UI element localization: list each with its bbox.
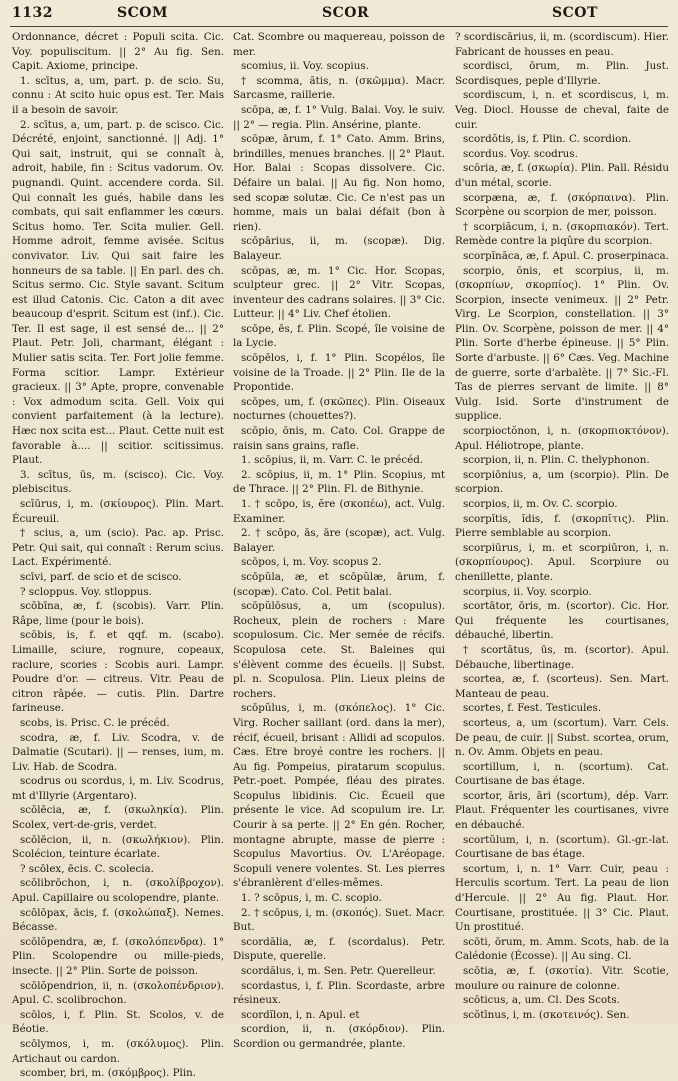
column-2 (233, 30, 445, 1050)
dictionary-entry: scordastus, i, f. Plin. Scordaste, arbre résineux. (233, 979, 445, 1007)
dictionary-entry: scortor, āris, āri (scortum), dép. Varr. Plaut. Fréquenter les courtisanes, vivre en débauché. (455, 789, 669, 832)
dictionary-entry: scōpŭlus, i, m. (σκόπελος). 1° Cic. Virg. Rocher saillant (ord. dans la mer), récif, écueil, brisant : Allidi ad scopulos. Cæs. Etre broyé contre les rochers. || Au fig. Pompeius, piratarum scopulus. Petr.-poet. Pompée, fléau des pirates. Scopulus libidinis. Cic. Écueil que présente le vice. Ad scopulum ire. Lr. Courir à sa perte. || 2° En gén. Rocher, montagne abrupte, masse de pierre : Scopulus Mavortius. Ov. L'Aréopage. Scopuli venere volentes. St. Les pierres s'ébranlèrent d'elles-mêmes. (233, 702, 445, 890)
dictionary-entry: scorpĭtis, ĭdis, f. (σκορπῖτις). Plin. Pierre semblable au scorpion. (455, 512, 669, 540)
dictionary-entry: scodrus ou scordus, i, m. Liv. Scodrus, mt d'Illyrie (Argentaro). (12, 775, 224, 802)
dictionary-entry: scōpēlos, i, f. 1° Plin. Scopélos, île voisine de la Troade. || 2° Plin. Ile de la Propontide. (233, 352, 445, 394)
dictionary-entry: scōpŭlōsus, a, um (scopulus). Rocheux, plein de rochers : Mare scopulosum. Cic. Mer semée de récifs. Scopulosa cete. St. Baleines qui s'élèvent comme des écueils. || Subst. pl. n. Scopulosa. Plin. Lieux pleins de rochers. (233, 600, 445, 700)
dictionary-entry: scodra, æ, f. Liv. Scodra, v. de Dalmatie (Scutari). || — renses, ium, m. Liv. Hab. de Scodra. (12, 731, 224, 773)
dictionary-entry: scōlōpax, ācis, f. (σκολώπαξ). Nemes. Bécasse. (12, 906, 224, 934)
dictionary-entry: scordălus, i, m. Sen. Petr. Querelleur. (241, 965, 436, 977)
dictionary-entry: scōpārius, ii, m. (scopæ). Dig. Balayeur. (233, 235, 445, 262)
dictionary-entry: 2. scītus, a, um, part. p. de scisco. Cic. Décrété, enjoint, sanctionné. || Adj. 1° Qui sait, instruit, qui se connaît à, adroit, habile, fin : Scitus vadorum. Ov. pugnandi. Quint. accendere corda. Sil. Qui connaît les gués, habile dans les combats, qui sait enflammer les cœurs. Scitus homo. Ter. Scita mulier. Gell. Homme adroit, femme avisée. Scitus convivator. Liv. Qui sait faire les honneurs de sa table. || En parl. des ch. Scitus sermo. Cic. Style savant. Scitum est illud Catonis. Cic. Caton a dit avec beaucoup d'esprit. Scitum est (inf.). Cic. Ter. Il est sage, il est sensé de... || 2° Plaut. Petr. Joli, charmant, élégant : Mulier satis scita. Ter. Fort jolie femme. Forma scitior. Lampr. Extérieur gracieux. || 3° Apte, propre, convenable : Vox admodum scita. Gell. Voix qui convient parfaitement (à la lecture). Hæc nox scita est... Plaut. Cette nuit est favorable à.... || scitior. scitissimus. Plaut. (12, 118, 224, 467)
dictionary-entry: † scortātus, ūs, m. (scortor). Apul. Débauche, libertinage. (455, 643, 669, 671)
dictionary-entry: scōbis, is, f. et qqf. m. (scabo). Limaille, sciure, rognure, copeaux, raclure, scories : Scobis auri. Lampr. Poudre d'or. — citreus. Vitr. Peau de citron râpée. — cutis. Plin. Dartre farineuse. (12, 629, 224, 715)
dictionary-entry: † scius, a, um (scio). Pac. ap. Prisc. Petr. Qui sait, qui connaît : Rerum scius. Lact. Expérimenté. (12, 527, 224, 569)
dictionary-entry: scōlēcia, æ, f. (σκωληκία). Plin. Scolex, vert-de-gris, verdet. (12, 804, 224, 832)
dictionary-entry: scorpiūrus, i, m. et scorpiūron, i, n. (σκορπίουρος). Apul. Scorpiure ou chenillette, plante. (455, 541, 669, 583)
header-center-word: SCOR (322, 5, 370, 21)
dictionary-entry: † scomma, ătis, n. (σκῶμμα). Macr. Sarcasme, raillerie. (233, 74, 445, 102)
header-right-word: SCOT (552, 5, 598, 21)
dictionary-entry: scortātor, ōris, m. (scortor). Cic. Hor. Qui fréquente les courtisanes, débauché, libertin. (455, 600, 669, 642)
dictionary-entry: ? scōlex, ēcis. C. scolecia. (20, 862, 154, 875)
dictionary-entry: scordŏtis, is, f. Plin. C. scordion. (463, 133, 632, 146)
dictionary-entry: scobs, is. Prisc. C. le précéd. (20, 716, 170, 729)
dictionary-entry: Cat. Scombre ou maquereau, poisson de mer. (233, 31, 445, 58)
dictionary-entry: scortillum, i, n. (scortum). Cat. Courtisane de bas étage. (455, 760, 669, 788)
dictionary-entry: scordus. Voy. scodrus. (463, 147, 578, 160)
page-number: 1132 (12, 5, 53, 21)
running-header (12, 5, 668, 27)
dictionary-entry: scortum, i, n. 1° Varr. Cuir, peau : Herculis scortum. Tert. La peau de lion d'Hercule. || 2° Au fig. Plaut. Hor. Courtisane, prostituée. || 3° Cic. Plaut. Un prostitué. (455, 862, 669, 934)
dictionary-entry: scōpes, um, f. (σκῶπες). Plin. Oiseaux nocturnes (chouettes?). (233, 395, 445, 423)
dictionary-entry: scōpŭla, æ, et scōpŭlæ, ārum, f. (scopæ). Cato. Col. Petit balai. (233, 570, 445, 598)
dictionary-entry: scorpion, ii, n. Plin. C. thelyphonon. (463, 454, 650, 467)
dictionary-entry: ? scordiscārius, ii, m. (scordiscum). Hier. Fabricant de housses en peau. (455, 31, 669, 58)
dictionary-entry: scĭūrus, i, m. (σκίουρος). Plin. Mart. Écureuil. (12, 498, 224, 525)
dictionary-entry: scŏtīnus, i, m. (σκοτεινός). Sen. (463, 1008, 630, 1021)
dictionary-entry: ? scloppus. Voy. stloppus. (20, 585, 152, 598)
dictionary-entry: scōpio, ōnis, m. Cato. Col. Grappe de raisin sans grains, rafle. (233, 425, 445, 452)
dictionary-entry: 2. † scōpus, i, m. (σκοπός). Suet. Macr. But. (233, 906, 445, 934)
dictionary-entry: scorpio, ōnis, et scorpius, ii, m. (σκορπίων, σκορπίος). 1° Plin. Ov. Scorpion, insecte venimeux. || 2° Petr. Virg. Le Scorpion, constellation. || 3° Plin. Ov. Scorpène, poisson de mer. || 4° Plin. Sorte d'herbe épineuse. || 5° Plin. Sorte d'arbuste. || 6° Cæs. Veg. Machine de guerre, sorte d'arbalète. || 7° Sic.-Fl. Tas de pierres servant de limite. || 8° Vulg. Isid. Sorte d'instrument de supplice. (455, 264, 669, 423)
dictionary-entry: scomius, ii. Voy. scopius. (241, 60, 369, 73)
dictionary-entry: scordĭlon, i, n. Apul. et (241, 1008, 360, 1021)
dictionary-entry: scordisci, ōrum, m. Plin. Just. Scordisques, peple d'Illyrie. (455, 60, 669, 87)
dictionary-entry: scōpos, i, m. Voy. scopus 2. (241, 556, 382, 569)
dictionary-entry: scorpĭnăca, æ, f. Apul. C. proserpinaca. (463, 249, 669, 262)
dictionary-entry: scōpas, æ, m. 1° Cic. Hor. Scopas, sculpteur grec. || 2° Vitr. Scopas, inventeur des cadrans solaires. || 3° Cic. Lutteur. || 4° Liv. Chef étolien. (233, 264, 445, 321)
dictionary-entry: scorpæna, æ, f. (σκόρπαινα). Plin. Scorpène ou scorpion de mer, poisson. (455, 191, 669, 219)
dictionary-entry: 1. ? scōpus, i, m. C. scopio. (241, 892, 382, 905)
dictionary-entry: scordion, ii, n. (σκόρδιον). Plin. Scordion ou germandrée, plante. (233, 1023, 445, 1050)
dictionary-entry: scōti, ōrum, m. Amm. Scots, hab. de la Calédonie (Écosse). || Au sing. Cl. (455, 935, 669, 963)
dictionary-entry: scōpæ, ārum, f. 1° Cato. Amm. Brins, brindilles, menues branches. || 2° Plaut. Hor. Balai : Scopas dissolvere. Cic. Défaire un balai. || Au fig. Non homo, sed scopæ solutæ. Cic. Ce n'est pas un homme, mais un balai défait (bon à rien). (233, 133, 445, 233)
dictionary-entry: scorteus, a, um (scortum). Varr. Cels. De peau, de cuir. || Subst. scortea, orum, n. Ov. Amm. Objets en peau. (455, 716, 669, 759)
column-3 (455, 30, 669, 1020)
dictionary-entry: 2. scōpius, ii, m. 1° Plin. Scopius, mt de Thrace. || 2° Plin. Fl. de Bithynie. (233, 468, 445, 496)
dictionary-entry: † scorpiăcum, i, n. (σκορπιακόν). Tert. Remède contre la piqûre du scorpion. (455, 220, 669, 248)
dictionary-entry: scōlēcion, ii, n. (σκωλήκιον). Plin. Scolécion, teinture écarlate. (12, 833, 224, 861)
dictionary-entry: scōria, æ, f. (σκωρία). Plin. Pall. Résidu d'un métal, scorie. (455, 162, 669, 189)
dictionary-entry: scordiscum, i, n. et scordiscus, i, m. Veg. Diocl. Housse de cheval, faite de cuir. (455, 89, 669, 131)
dictionary-entry: scōtia, æ, f. (σκοτία). Vitr. Scotie, moulure ou rainure de colonne. (455, 965, 669, 992)
dictionary-entry: scōlŏpendrion, ii, n. (σκολοπένδριον). Apul. C. scolibrochon. (12, 979, 224, 1007)
dictionary-entry: 3. scītus, ūs, m. (scisco). Cic. Voy. plebiscitus. (12, 468, 224, 496)
dictionary-entry: scordălia, æ, f. (scordalus). Petr. Dispute, querelle. (233, 935, 445, 963)
column-1 (12, 30, 224, 1080)
dictionary-entry: scorpios, ii, m. Ov. C. scorpio. (463, 498, 618, 510)
dictionary-entry: scōpa, æ, f. 1° Vulg. Balai. Voy. le suiv. || 2° — regia. Plin. Ansérine, plante. (233, 103, 445, 131)
dictionary-entry: scōlibrōchon, i, n. (σκολίβροχον). Apul. Capillaire ou scolopendre, plante. (12, 877, 224, 905)
dictionary-entry: scōlŏpendra, æ, f. (σκολόπενδρα). 1° Plin. Scolopendre ou mille-pieds, insecte. || 2° Plin. Sorte de poisson. (12, 935, 224, 977)
dictionary-entry: scōpe, ēs, f. Plin. Scopé, île voisine de la Lycie. (233, 322, 445, 350)
header-left-word: SCOM (117, 5, 168, 21)
dictionary-entry: scōticus, a, um. Cl. Des Scots. (463, 994, 620, 1007)
dictionary-entry: scīvi, parf. de scio et de scisco. (20, 570, 182, 583)
dictionary-entry: 1. † scōpo, is, ĕre (σκοπέω), act. Vulg. Examiner. (233, 498, 445, 525)
dictionary-entry: scorpiōnius, a, um (scorpio). Plin. De scorpion. (455, 468, 669, 496)
dictionary-entry: scōlos, i, f. Plin. St. Scolos, v. de Béotie. (12, 1008, 224, 1036)
dictionary-entry: scōbīna, æ, f. (scobis). Varr. Plin. Râpe, lime (pour le bois). (12, 600, 224, 627)
dictionary-entry: Ordonnance, décret : Populi scita. Cic. Voy. populiscitum. || 2° Au fig. Sen. Capit. Axiome, principe. (12, 31, 224, 73)
dictionary-entry: 1. scītus, a, um, part. p. de scio. Su, connu : At scito huic opus est. Ter. Mais il a besoin de savoir. (12, 74, 224, 116)
dictionary-entry: 2. † scōpo, ās, āre (scopæ), act. Vulg. Balayer. (233, 527, 445, 554)
dictionary-entry: scorpius, ii. Voy. scorpio. (463, 585, 592, 598)
dictionary-entry: scōlymos, i, m. (σκόλυμος). Plin. Artichaut ou cardon. (12, 1037, 224, 1065)
dictionary-entry: 1. scōpius, ii, m. Varr. C. le précéd. (241, 454, 424, 467)
dictionary-entry: scortea, æ, f. (scorteus). Sen. Mart. Manteau de peau. (455, 673, 669, 700)
dictionary-entry: scomber, bri, m. (σκόμβρος). Plin. (20, 1067, 197, 1080)
header-rule (10, 26, 668, 27)
dictionary-entry: scortes, f. Fest. Testicules. (463, 702, 602, 715)
dictionary-entry: scortŭlum, i, n. (scortum). Gl.-gr.-lat. Courtisane de bas étage. (455, 833, 669, 861)
dictionary-entry: scorpioctŏnon, i, n. (σκορπιοκτόνον). Apul. Héliotrope, plante. (455, 425, 669, 452)
